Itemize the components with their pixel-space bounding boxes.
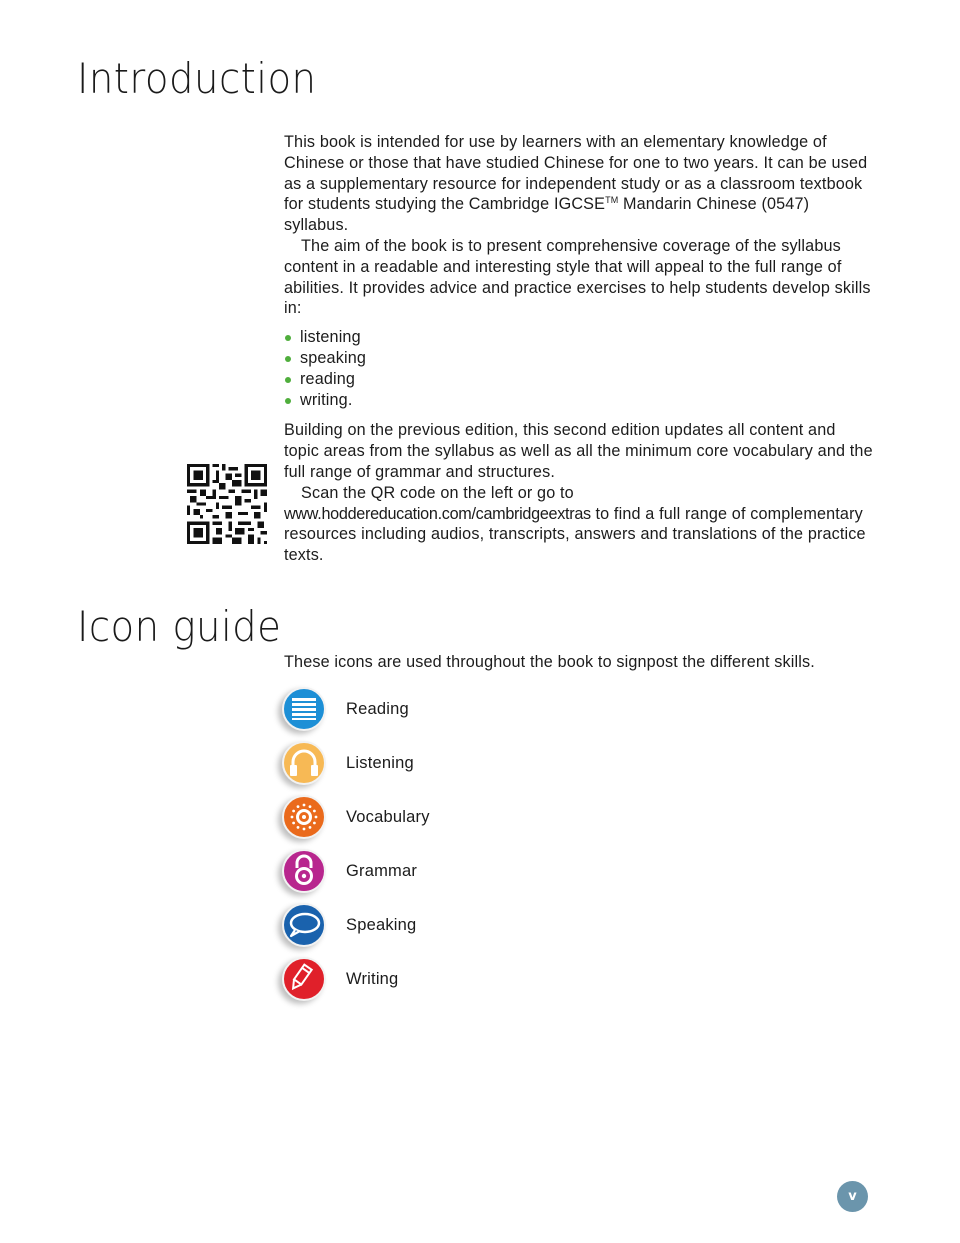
list-item-text: reading	[300, 369, 356, 388]
writing-icon	[282, 957, 326, 1001]
list-item	[284, 369, 874, 390]
bullet-icon	[285, 356, 291, 362]
list-item	[284, 327, 874, 348]
para4-text: Scan the QR code on the left or go to	[301, 483, 574, 502]
icon-guide-title: Icon guide	[77, 602, 282, 651]
para4-text-end: to find a full range of complementary resources including audios, transcripts, answers and translations of the practice texts.	[284, 504, 866, 565]
reading-icon	[282, 687, 326, 731]
intro-paragraph-4	[284, 483, 874, 566]
para1-text: This book is intended for use by learners with an elementary knowledge of Chinese or those that have studied Chinese for one to two years. It can be used as a supplementary resource for independent study or as a classroom textbook for students studying the Cambridge IGCSE	[284, 133, 868, 214]
intro-paragraph-2: The aim of the book is to present comprehensive coverage of the syllabus content in a readable and interesting style that will appeal to the full range of abilities. It provides advice and practice exercises to help students develop skills in:	[284, 236, 871, 318]
icon-guide-item-writing	[282, 952, 430, 1006]
icon-guide-intro: These icons are used throughout the book to signpost the different skills.	[284, 653, 815, 671]
skills-list	[284, 327, 874, 410]
list-item-text: listening	[300, 328, 361, 347]
icon-guide-item-listening	[282, 736, 430, 790]
listening-icon	[282, 741, 326, 785]
introduction-body	[284, 132, 874, 566]
trademark-sup: TM	[605, 195, 619, 206]
list-item	[284, 348, 874, 369]
intro-paragraph-3: Building on the previous edition, this second edition updates all content and topic areas from the syllabus as well as all the minimum core vocabulary and the full range of grammar and structures.	[284, 421, 873, 481]
icon-label: Reading	[346, 699, 409, 718]
qr-code-icon[interactable]	[187, 464, 267, 544]
bullet-icon	[285, 398, 291, 404]
icon-guide-item-reading	[282, 682, 430, 736]
bullet-icon	[285, 335, 291, 341]
icon-label: Writing	[346, 969, 399, 988]
icon-label: Vocabulary	[346, 807, 430, 826]
icon-label: Listening	[346, 753, 414, 772]
intro-paragraph-1	[284, 132, 874, 236]
grammar-icon	[282, 849, 326, 893]
resources-link[interactable]: www.hoddereducation.com/cambridgeextras	[284, 504, 591, 523]
list-item-text: speaking	[300, 348, 366, 367]
list-item-text: writing.	[300, 390, 353, 409]
para1-text-end: Mandarin Chinese (0547) syllabus.	[284, 195, 810, 235]
page-number-badge: v	[837, 1181, 868, 1212]
introduction-title: Introduction	[77, 54, 317, 103]
list-item	[284, 390, 874, 411]
icon-guide-item-vocabulary	[282, 790, 430, 844]
icon-label: Grammar	[346, 861, 418, 880]
icon-guide-item-grammar	[282, 844, 430, 898]
vocabulary-icon	[282, 795, 326, 839]
bullet-icon	[285, 377, 291, 383]
icon-guide-list	[282, 682, 430, 1006]
icon-guide-item-speaking	[282, 898, 430, 952]
speaking-icon	[282, 903, 326, 947]
icon-label: Speaking	[346, 915, 417, 934]
